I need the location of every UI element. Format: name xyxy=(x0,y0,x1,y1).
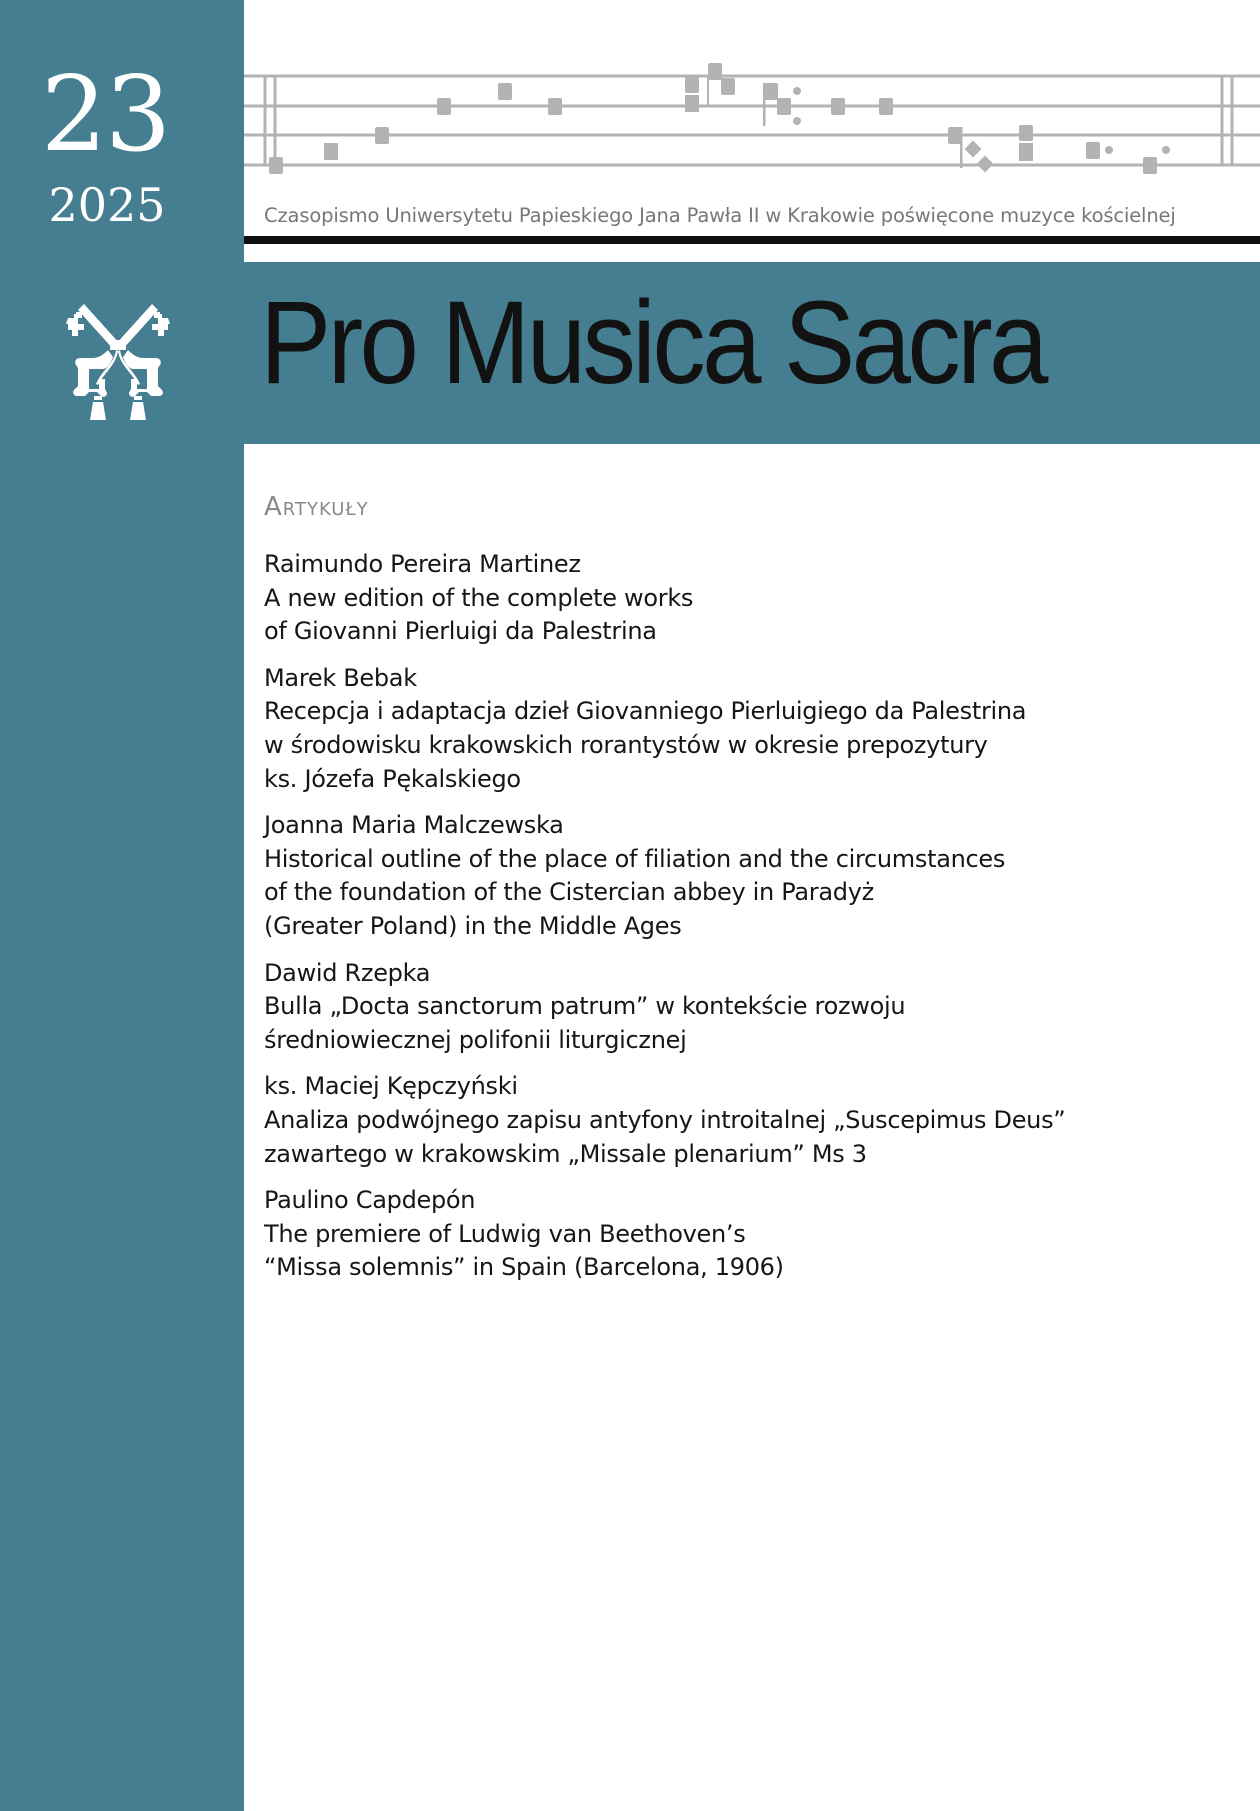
article-title-line: A new edition of the complete works xyxy=(264,583,694,612)
article-title-line: Analiza podwójnego zapisu antyfony introitalnej „Suscepimus Deus” xyxy=(264,1105,1066,1134)
article-entry xyxy=(264,548,1224,649)
table-of-contents xyxy=(264,494,1224,1298)
article-entry xyxy=(264,662,1224,796)
article-title-line: ks. Józefa Pękalskiego xyxy=(264,764,521,793)
article-title-line: Recepcja i adaptacja dzieł Giovanniego Pierluigiego da Palestrina xyxy=(264,697,1027,726)
article-title-line: średniowiecznej polifonii liturgicznej xyxy=(264,1025,687,1054)
article-entry xyxy=(264,957,1224,1058)
article-title-line: Historical outline of the place of filiation and the circumstances xyxy=(264,844,1006,873)
section-heading-articles: Artykuły xyxy=(264,492,369,522)
article-title-line: of Giovanni Pierluigi da Palestrina xyxy=(264,617,657,646)
article-title-line: “Missa solemnis” in Spain (Barcelona, 1906) xyxy=(264,1253,784,1282)
article-title-line: of the foundation of the Cistercian abbey in Paradyż xyxy=(264,878,874,907)
article-author: Raimundo Pereira Martinez xyxy=(264,550,581,578)
article-entry xyxy=(264,1070,1224,1171)
journal-subtitle: Czasopismo Uniwersytetu Papieskiego Jana Pawła II w Krakowie poświęcone muzyce kościelnej xyxy=(264,204,1176,227)
header-rule xyxy=(244,236,1260,244)
article-author: Joanna Maria Malczewska xyxy=(264,811,564,840)
article-title-line: Bulla „Docta sanctorum patrum” w kontekście rozwoju xyxy=(264,992,906,1021)
article-author: ks. Maciej Kępczyński xyxy=(264,1072,518,1101)
article-title-line: w środowisku krakowskich rorantystów w okresie prepozytury xyxy=(264,730,988,759)
title-band xyxy=(244,262,1260,444)
article-title-line: (Greater Poland) in the Middle Ages xyxy=(264,911,682,940)
cover-sidebar xyxy=(0,0,244,1811)
issue-number: 23 xyxy=(40,53,170,175)
article-author: Paulino Capdepón xyxy=(264,1186,476,1215)
article-entry xyxy=(264,809,1224,943)
article-author: Marek Bebak xyxy=(264,663,417,692)
article-title-line: zawartego w krakowskim „Missale plenarium” Ms 3 xyxy=(264,1139,867,1168)
crossed-keys-icon xyxy=(66,300,170,424)
journal-title: Pro Musica Sacra xyxy=(260,277,1045,409)
article-title-line: The premiere of Ludwig van Beethoven’s xyxy=(264,1219,746,1248)
chant-staff-decoration xyxy=(244,50,1260,190)
issue-year: 2025 xyxy=(48,178,166,232)
article-entry xyxy=(264,1184,1224,1285)
article-author: Dawid Rzepka xyxy=(264,958,431,987)
